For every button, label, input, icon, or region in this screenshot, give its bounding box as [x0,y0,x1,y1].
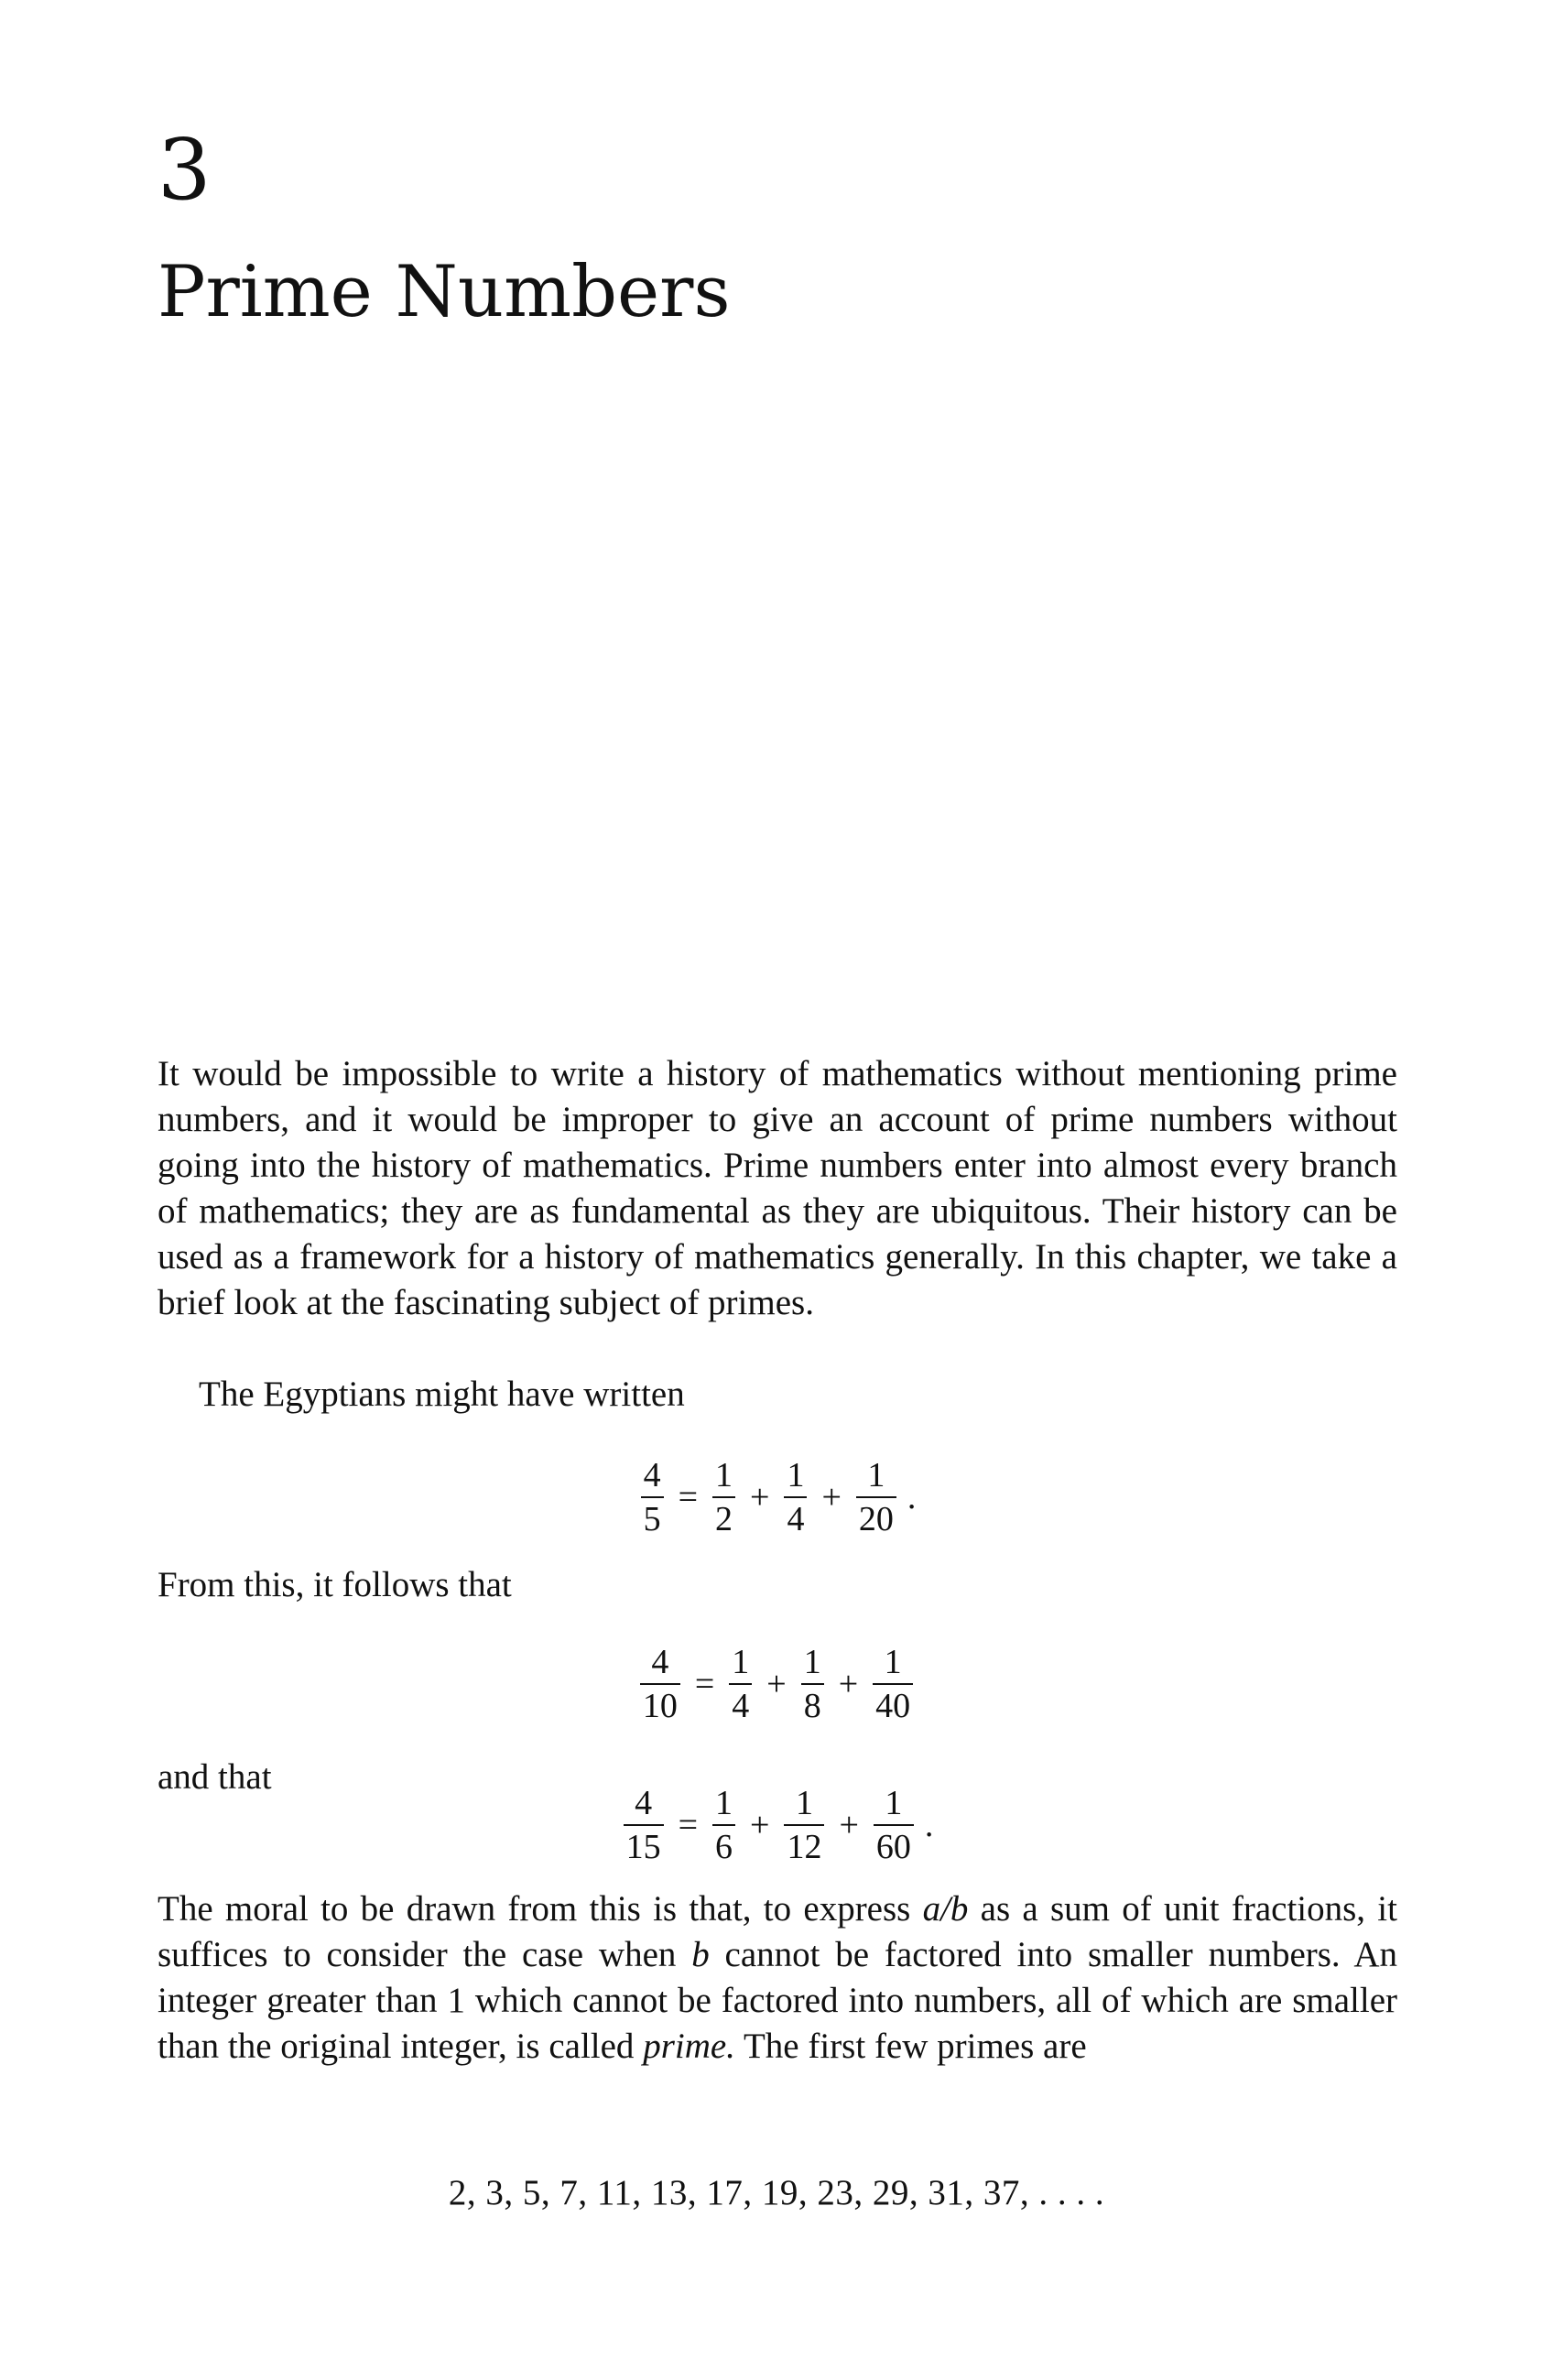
fraction-lhs: $\frac{4}{5}$ [641,1454,664,1540]
plus-sign: + [750,1478,770,1516]
equals-sign: = [678,1478,699,1516]
prime-sequence: 2, 3, 5, 7, 11, 13, 17, 19, 23, 29, 31, 37, . . . . [448,2173,1105,2212]
equation-4-10 [0,1641,1553,1727]
fraction-term-2: $\frac{1}{12}$ [784,1782,824,1868]
egyptians-line: The Egyptians might have written [199,1375,685,1414]
moral-text-2: as a sum of unit fractions, it suffices to consider the case when [157,1889,1397,1974]
plus-sign: + [821,1478,842,1516]
fraction-term-1: $\frac{1}{6}$ [712,1782,735,1868]
fraction-term-2: $\frac{1}{8}$ [801,1641,824,1727]
moral-text-4: The first few primes are [734,2027,1087,2066]
plus-sign: + [839,1806,859,1844]
fraction-term-3: $\frac{1}{20}$ [856,1454,896,1540]
and-that-line: and that [157,1757,272,1797]
moral-ab: a/b [922,1889,969,1929]
plus-sign: + [766,1665,787,1703]
fraction-term-3: $\frac{1}{40}$ [873,1641,913,1727]
plus-sign: + [750,1806,770,1844]
fraction-term-3: $\frac{1}{60}$ [874,1782,914,1868]
moral-prime-word: prime. [643,2027,735,2066]
intro-paragraph: It would be impossible to write a history of mathematics without mentioning prime numbers, and it would be improper to give an account of prime numbers without going into the history of mathematics. Prime numbers enter into almost every branch of mathematics; they are as fundamental as they are ubiquitous. Their history can be used as a framework for a history of mathematics generally. In this chapter, we take a brief look at the fascinating subject of primes. [157,1054,1397,1322]
equation-period: . [924,1806,934,1844]
fraction-lhs: $\frac{4}{15}$ [624,1782,664,1868]
fraction-term-2: $\frac{1}{4}$ [784,1454,807,1540]
equals-sign: = [694,1665,715,1703]
fraction-lhs: $\frac{4}{10}$ [640,1641,680,1727]
moral-text-3: cannot be factored into smaller numbers. An integer greater than 1 which cannot be factored into numbers, all of which are smaller than the original integer, is called [157,1935,1397,2066]
follows-line: From this, it follows that [157,1565,512,1604]
equation-4-5 [0,1454,1553,1540]
fraction-term-1: $\frac{1}{2}$ [712,1454,735,1540]
moral-text-1: The moral to be drawn from this is that, to express [157,1889,923,1929]
moral-paragraph [157,1886,1397,2070]
chapter-title: Prime Numbers [157,251,731,333]
plus-sign: + [838,1665,859,1703]
equation-period: . [907,1478,917,1516]
moral-b: b [691,1935,710,1974]
chapter-number: 3 [157,121,212,219]
equation-4-15 [0,1782,1553,1868]
equals-sign: = [678,1806,699,1844]
fraction-term-1: $\frac{1}{4}$ [729,1641,752,1727]
